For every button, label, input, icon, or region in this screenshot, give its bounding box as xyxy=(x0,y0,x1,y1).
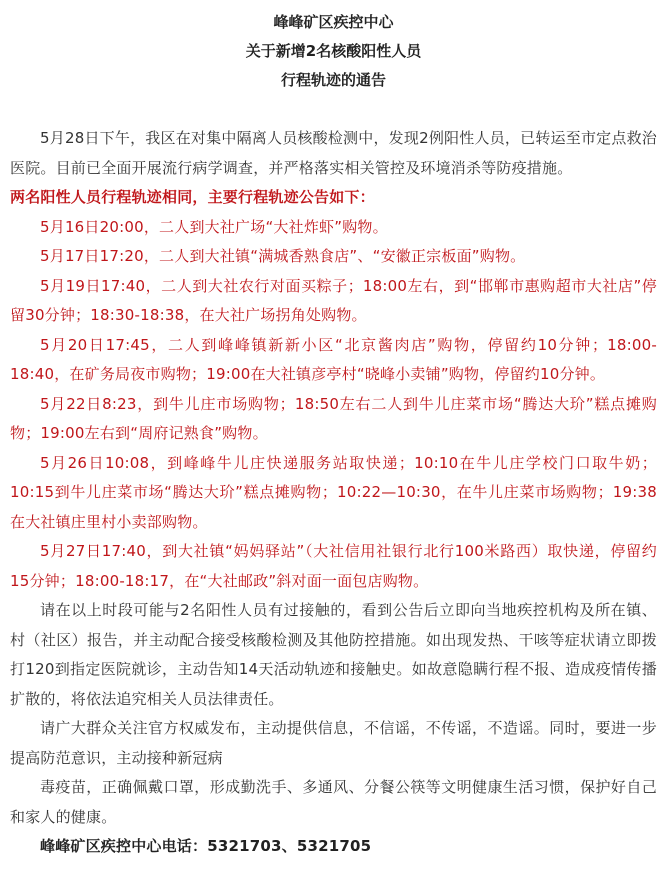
title-topic: 行程轨迹的通告 xyxy=(280,71,386,89)
intro-paragraph: 5月28日下午，我区在对集中隔离人员核酸检测中，发现2例阳性人员，已转运至市定点救治医院。目前已全面开展流行病学调查，并严格落实相关管控及环境消杀等防疫措施。 xyxy=(10,129,657,177)
title-subject: 关于新增2名核酸阳性人员 xyxy=(245,42,422,60)
itinerary-item: 5月16日20:00，二人到大社广场“大社炸虾”购物。 xyxy=(40,217,388,236)
itinerary-heading: 两名阳性人员行程轨迹相同，主要行程轨迹公告如下： xyxy=(10,188,375,206)
notice-body xyxy=(10,124,657,862)
itinerary-item: 5月22日8:23，到牛儿庄市场购物；18:50左右二人到牛儿庄菜市场“腾达大玠”糕点摊购物；19:00左右到“周府记熟食”购物。 xyxy=(10,394,657,442)
advice-paragraph: 请在以上时段可能与2名阳性人员有过接触的，看到公告后立即向当地疾控机构及所在镇、村（社区）报告，并主动配合接受核酸检测及其他防控措施。如出现发热、干咳等症状请立即拨打120到指定医院就诊，主动告知14天活动轨迹和接触史。如故意隐瞒行程不报、造成疫情传播扩散的，将依法追究相关人员法律责任。 xyxy=(10,601,657,708)
itinerary-item: 5月19日17:40，二人到大社农行对面买粽子；18:00左右，到“邯郸市惠购超市大社店”停留30分钟；18:30-18:38，在大社广场拐角处购物。 xyxy=(10,276,657,324)
contact-phone: 峰峰矿区疾控中心电话：5321703、5321705 xyxy=(40,837,372,855)
advice-paragraph: 请广大群众关注官方权威发布，主动提供信息，不信谣，不传谣，不造谣。同时，要进一步提高防范意识，主动接种新冠病 xyxy=(10,719,657,767)
itinerary-item: 5月27日17:40，到大社镇“妈妈驿站”（大社信用社银行北行100米路西）取快递，停留约15分钟；18:00-18:17，在“大社邮政”斜对面一面包店购物。 xyxy=(10,542,657,590)
advice-paragraph: 毒疫苗，正确佩戴口罩，形成勤洗手、多通风、分餐公筷等文明健康生活习惯，保护好自己和家人的健康。 xyxy=(10,778,657,826)
title-spacer xyxy=(10,95,657,124)
itinerary-item: 5月17日17:20，二人到大社镇“满城香熟食店”、“安徽正宗板面”购物。 xyxy=(40,247,526,265)
itinerary-item: 5月20日17:45，二人到峰峰镇新新小区“北京酱肉店”购物，停留约10分钟；18:00-18:40，在矿务局夜市购物；19:00在大社镇彦亭村“晓峰小卖铺”购物，停留约10分钟。 xyxy=(10,335,657,383)
notice-title xyxy=(10,8,657,95)
title-org: 峰峰矿区疾控中心 xyxy=(273,13,394,31)
itinerary-item: 5月26日10:08，到峰峰牛儿庄快递服务站取快递；10:10在牛儿庄学校门口取牛奶；10:15到牛儿庄菜市场“腾达大玠”糕点摊购物；10:22—10:30，在牛儿庄菜市场购物；19:38在大社镇庄里村小卖部购物。 xyxy=(10,453,657,531)
